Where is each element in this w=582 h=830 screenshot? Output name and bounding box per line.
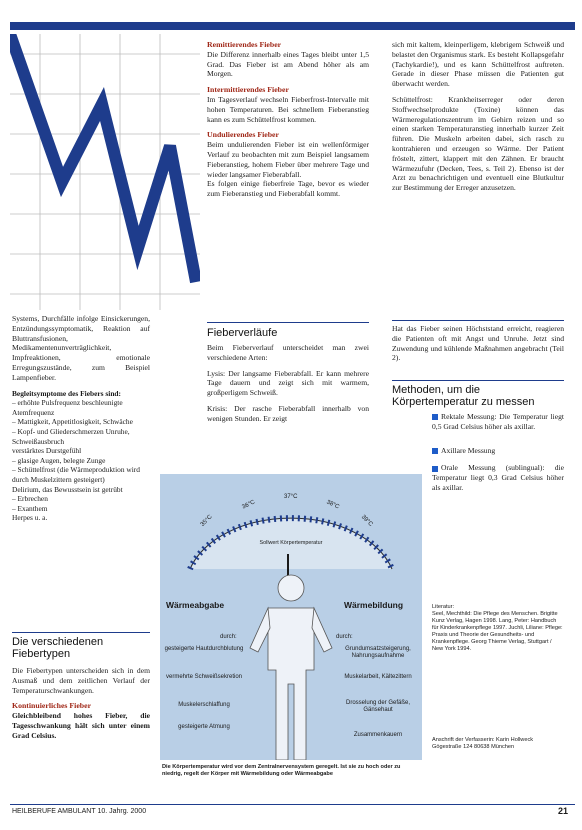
rule-types xyxy=(12,632,150,633)
symptom-item: – Exanthem xyxy=(12,503,48,513)
col3-p1: sich mit kaltem, kleinperligem, klebrigem Schweiß und belastet den Organismus stark. Es besteht Kollapsgefahr (Tachykardie!), und es kann Schüttelfrost auftreten. Gerade in dieser Phase müssen die Patienten gut überwacht werden. xyxy=(392,40,564,89)
symptom-item: – Erbrechen xyxy=(12,494,48,504)
col3-b xyxy=(392,324,564,369)
right-via: durch: xyxy=(336,634,353,640)
left-item: vermehrte Schweißsekretion xyxy=(165,674,243,680)
setpoint-label: Sollwert Körpertemperatur xyxy=(259,540,323,546)
rule-verlauf xyxy=(207,322,369,323)
temp-35: 35°C xyxy=(199,514,214,528)
temp-36: 36°C xyxy=(241,499,257,511)
symptom-list xyxy=(12,389,150,523)
symptom-item: verstärktes Durstgefühl xyxy=(12,446,82,456)
col2 xyxy=(207,40,369,205)
left-via: durch: xyxy=(220,634,237,640)
left-item: gesteigerte Hautdurchblutung xyxy=(164,646,244,652)
footer-journal: HEILBERUFE AMBULANT 10. Jahrg. 2000 xyxy=(12,808,147,815)
rule-methods xyxy=(392,380,564,381)
symptom-item: Herpes u. a. xyxy=(12,513,48,523)
symptom-item: Delirium, das Bewusstsein ist getrübt xyxy=(12,484,123,494)
method-axillar xyxy=(432,446,564,456)
bullet-icon xyxy=(432,466,438,472)
method-oral xyxy=(432,463,564,492)
types-heading: Die verschiedenen Fiebertypen xyxy=(12,636,104,660)
remittierend-heading: Remittierendes Fieber xyxy=(207,40,282,49)
col1-types xyxy=(12,666,150,747)
symptoms-heading: Begleitsymptome des Fiebers sind: xyxy=(12,388,122,398)
method-axillar-text: Axillare Messung xyxy=(441,445,496,455)
col3 xyxy=(392,40,564,199)
verlauf-heading: Fieberverläufe xyxy=(207,327,278,339)
verlauf-text: Beim Fieberverlauf unterscheidet man zwei verschiedene Arten: xyxy=(207,343,369,362)
temp-39: 39°C xyxy=(359,514,374,528)
author-address: Anschrift der Verfasserin: Karin Hollweck Gögestraße 124 80638 München xyxy=(432,737,534,750)
left-item: Muskelerschlaffung xyxy=(178,702,230,708)
krisis-text: Krisis: Der rasche Fieberabfall innerhalb von wenigen Stunden. Er zeigt xyxy=(207,403,369,423)
bullet-icon xyxy=(432,414,438,420)
symptom-item: – Mattigkeit, Appetitlosigkeit, Schwäche xyxy=(12,417,133,427)
undulierend-text2: Es folgen einige fieberfreie Tage, bevor es wieder zum Fieberanstieg und Fieberabfall kommt. xyxy=(207,179,369,199)
col3-methods xyxy=(432,412,564,499)
page-number: 21 xyxy=(558,806,569,816)
kontinuierlich-heading: Kontinuierliches Fieber xyxy=(12,701,92,711)
temp-37: 37°C xyxy=(284,494,298,500)
col2-lower xyxy=(207,343,369,430)
method-rectal xyxy=(432,412,564,432)
right-item: Drosselung der Gefäße, Gänsehaut xyxy=(345,700,411,713)
kontinuierlich-text: Gleichbleibend hohes Fieber, die Tagesschwankung hält sich unter einem Grad Celsius. xyxy=(12,711,150,740)
rule-col3 xyxy=(392,320,564,321)
col3-p3: Hat das Fieber seinen Höchststand erreicht, reagieren die Patienten oft mit Angst und Unruhe. Jetzt sind Zuwendung und kühlende Maßnahmen angebracht (Teil 2). xyxy=(392,324,564,363)
intermittierend-heading: Intermittierendes Fieber xyxy=(207,85,289,95)
col1 xyxy=(12,314,150,523)
top-bar xyxy=(10,22,575,30)
remittierend-text: Die Differenz innerhalb eines Tages bleibt unter 1,5 Grad. Das Fieber ist am Abend höher als am Morgen. xyxy=(207,49,369,79)
literature-heading: Literatur: xyxy=(432,604,455,610)
literature-text: Seel, Mechthild: Die Pflege des Menschen. Brigitte Kunz Verlag, Hagen 1998. Lang, Peter: Handbuch für Kinderkrankenpflege 1997. Juchli, Liliane: Pflege: Praxis und Theorie der Gesundheits- und Krankenpflege. Georg Thieme Verlag, Stuttgart / New York 1994. xyxy=(432,611,563,652)
col3-p2: Schüttelfrost: Krankheitserreger oder deren Stoffwechselprodukte (Toxine) können das Wärmeregulationszentrum im Gehirn reizen und so einen starken Temperaturanstieg innerhalb kurzer Zeit führen. Die Muskeln arbeiten dabei, sich rasch zu kontrahieren und erzeugen so Wärme. Der Patient fröstelt, zittert, klappert mit den Zähnen. Er braucht Wärmezufuhr (Decken, Tees, s. Teil 2). Ebenso ist der Arzt zu benachrichtigen und eventuell eine Blutkultur zur Bestimmung der Erreger anzusetzen. xyxy=(392,94,564,193)
symptom-item: – Kopf- und Gliederschmerzen Unruhe, Schweißausbruch xyxy=(12,426,130,446)
method-rectal-text: Rektale Messung: Die Temperatur liegt 0,5 Grad Celsius höher als axillar. xyxy=(432,412,564,431)
symptom-item: – Schüttelfrost (die Wärmeproduktion wird durch Muskelzittern gesteigert) xyxy=(12,465,140,484)
symptom-item: – glasige Augen, belegte Zunge xyxy=(12,455,106,465)
right-item: Zusammenkauern xyxy=(353,732,403,738)
undulierend-text: Beim undulierenden Fieber ist ein wellenförmiger Verlauf zu beobachten mit zum Beispiel langsamem Fieberanstieg, hohem Fieber über mehrere Tage und wieder langsamer Fieberabfall. xyxy=(207,140,369,179)
human-figure-icon xyxy=(246,574,336,760)
fever-curve-image xyxy=(10,34,200,310)
bullet-icon xyxy=(432,448,438,454)
diagram-caption: Die Körpertemperatur wird vor dem Zentralnervensystem geregelt. Ist sie zu hoch oder zu niedrig, regelt der Körper mit Wärmebildung oder Wärmeabgabe xyxy=(162,764,401,777)
left-heading: Wärmeabgabe xyxy=(166,600,225,610)
intermittierend-text: Im Tagesverlauf wechseln Fieberfrost-Intervalle mit hohen Temperaturen. Bei schnellem Fieberanstieg kann es zum Schüttelfrost kommen. xyxy=(207,94,369,124)
literature xyxy=(432,604,564,751)
lysis-text: Lysis: Der langsame Fieberabfall. Er kann mehrere Tage dauern und zeigt sich mit warmem, großperligem Schweiß. xyxy=(207,368,369,398)
right-heading: Wärmebildung xyxy=(344,600,404,610)
right-item: Muskelarbeit, Kältezittern xyxy=(344,674,412,680)
methods-heading: Methoden, um die Körpertemperatur zu messen xyxy=(392,384,535,408)
types-text: Die Fiebertypen unterscheiden sich in dem Ausmaß und dem zeitlichen Verlauf der Temperaturschwankungen. xyxy=(12,666,150,695)
temp-38: 38°C xyxy=(325,499,341,511)
left-item: gesteigerte Atmung xyxy=(178,724,230,730)
footer-rule xyxy=(10,804,575,805)
col1-intro: Systems, Durchfälle infolge Einsickerungen, Entzündungssymptomatik, Reaktion auf Bluttransfusionen, Medikamentenunverträglichkeit, Impfreaktionen, emotionale Erregungszustände, zum Beispiel Lampenfieber. xyxy=(12,314,150,382)
method-oral-text: Orale Messung (sublingual): die Temperatur liegt 0,3 Grad Celsius höher als axillar. xyxy=(432,463,564,492)
thermoregulation-diagram xyxy=(160,474,422,760)
undulierend-heading: Undulierendes Fieber xyxy=(207,130,279,140)
right-item: Grundumsatzsteigerung, Nahrungsaufnahme xyxy=(345,646,411,659)
symptom-item: – erhöhte Pulsfrequenz beschleunigte Atemfrequenz xyxy=(12,398,123,417)
